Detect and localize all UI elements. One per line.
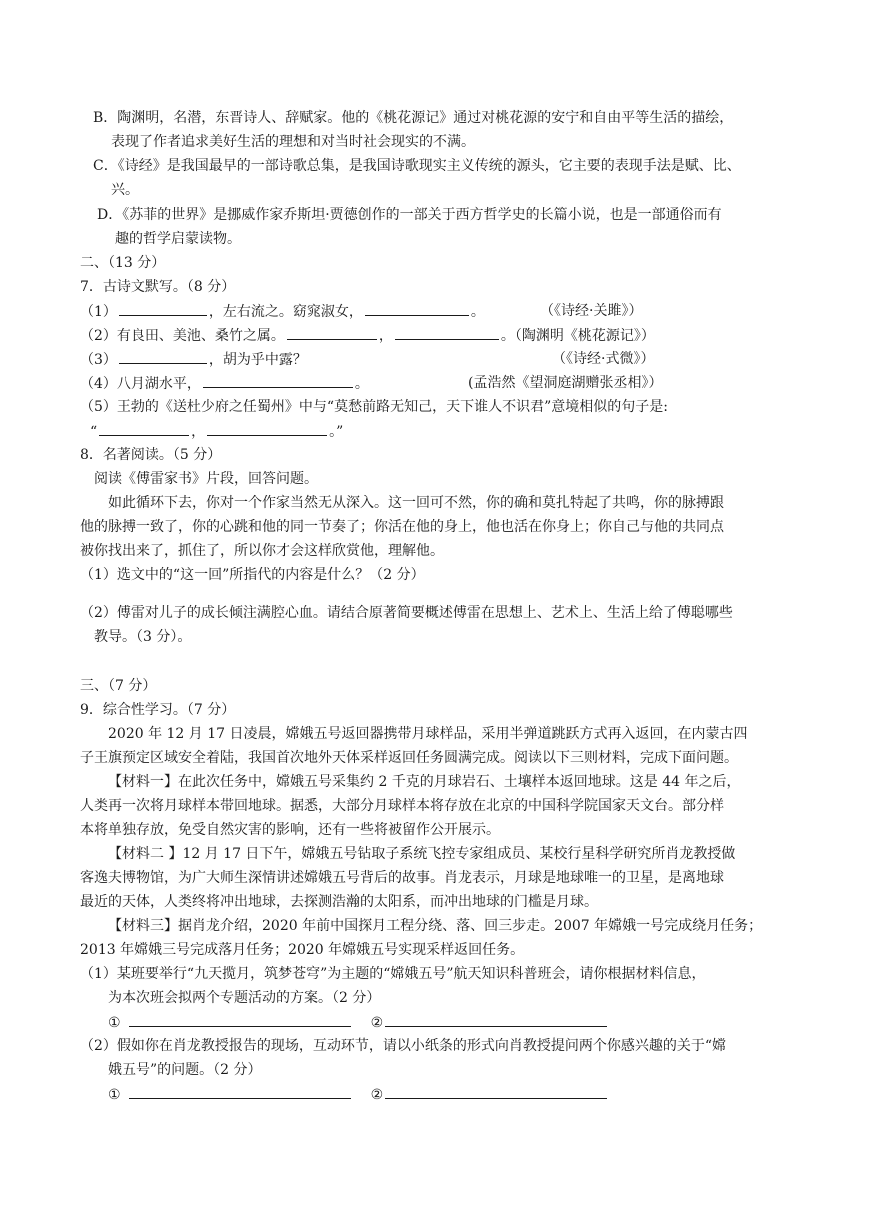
q8-title: 8．名著阅读。（5 分）: [80, 447, 222, 463]
q8-passage-line: 他的脉搏一致了，你的心跳和他的同一节奏了；你活在他的身上，他也活在你身上；你自己与他的共同点: [80, 519, 724, 535]
q9-material1-line: 人类再一次将月球样本带回地球。据悉，大部分月球样本将存放在北京的中国科学院国家天文台。部分样: [80, 798, 724, 814]
option-d-line2: 趣的哲学启蒙读物。: [115, 231, 241, 247]
q7-item2: [80, 325, 655, 345]
q7-item5-line1: （5）王勃的《送杜少府之任蜀州》中与“莫愁前路无知己，天下谁人不识君”意境相似的句子是:: [80, 399, 668, 415]
q7-item1-num: （1）: [80, 304, 117, 320]
q9-material2-line: 客逸夫博物馆，为广大师生深情讲述嫦娥五号背后的故事。肖龙表示，月球是地球唯一的卫星，是离地球: [80, 870, 724, 886]
q9-material1-line: 本将单独存放，免受自然灾害的影响，还有一些将被留作公开展示。: [80, 822, 500, 838]
q8-intro: 阅读《傅雷家书》片段，回答问题。: [94, 471, 318, 487]
answer-mark-2: ②: [370, 1087, 384, 1103]
q7-item1-blank-b[interactable]: [365, 301, 469, 316]
q7-item1: [80, 301, 485, 321]
q9-sub1-answers: [108, 1012, 609, 1032]
q9-sub1-line2: 为本次班会拟两个专题活动的方案。（2 分）: [108, 990, 381, 1006]
q7-item3-text-a: ，胡为乎中露？: [208, 352, 307, 368]
q7-item4-num: （4）八月湖水平，: [80, 376, 201, 392]
q9-sub1-line1: （1）某班要举行“九天揽月，筑梦苍穹”为主题的“嫦娥五号”航天知识科普班会，请你根据材料信息，: [80, 966, 706, 982]
q9-sub2-line1: （2）假如你在肖龙教授报告的现场，互动环节，请以小纸条的形式向肖教授提问两个你感兴趣的关于“嫦: [80, 1038, 727, 1054]
q7-item1-blank-a[interactable]: [119, 301, 207, 316]
q7-item2-num: （2）有良田、美池、桑竹之属。: [80, 328, 285, 344]
option-c-line1: C．《诗经》是我国最早的一部诗歌总集，是我国诗歌现实主义传统的源头，它主要的表现手法是赋、比、: [93, 158, 741, 174]
answer-mark-1: ①: [108, 1015, 121, 1031]
option-b-line1: B．陶渊明，名潜，东晋诗人、辞赋家。他的《桃花源记》通过对桃花源的安宁和自由平等生活的描绘，: [93, 110, 734, 126]
q7-item5-line2: [90, 421, 343, 441]
q9-sub2-answer-blank-2[interactable]: [385, 1084, 607, 1099]
q7-title: 7．古诗文默写。（8 分）: [80, 279, 236, 295]
section-three-heading: 三、（7 分）: [80, 678, 157, 694]
q7-item5-blank-a[interactable]: [99, 421, 189, 436]
option-c-line2: 兴。: [111, 182, 139, 198]
q7-item1-source: （《诗经·关雎》）: [540, 303, 643, 319]
q7-item2-text-b: 。（陶渊明《桃花源记》）: [500, 328, 655, 344]
section-two-heading: 二、（13 分）: [80, 255, 166, 271]
q9-material3-line: 2013 年嫦娥三号完成落月任务；2020 年嫦娥五号实现采样返回任务。: [80, 942, 525, 958]
q7-item3-source: （《诗经·式微》）: [552, 351, 655, 367]
q9-material2-line: 最近的天体，人类终将冲出地球，去探测浩瀚的太阳系，而冲出地球的门槛是月球。: [80, 894, 598, 910]
q9-intro-line: 子王旗预定区域安全着陆，我国首次地外天体采样返回任务圆满完成。阅读以下三则材料，完成下面问题。: [80, 750, 738, 766]
option-d-line1: D．《苏菲的世界》是挪威作家乔斯坦·贾德创作的一部关于西方哲学史的长篇小说，也是一部通俗而有: [97, 207, 722, 223]
q7-item3-num: （3）: [80, 352, 117, 368]
q7-item2-blank-b[interactable]: [395, 325, 499, 340]
answer-mark-2: ②: [370, 1015, 384, 1031]
q7-item1-text-b: 。: [470, 304, 485, 320]
q7-item5-open-quote: “: [90, 424, 98, 440]
q9-intro-line: 2020 年 12 月 17 日凌晨，嫦娥五号返回器携带月球样品，采用半弹道跳跃方式再入返回，在内蒙古四: [108, 726, 748, 742]
q9-sub1-answer-blank-2[interactable]: [385, 1012, 607, 1027]
q7-item4: [80, 373, 369, 393]
q9-sub2-answer-blank-1[interactable]: [129, 1084, 351, 1099]
q9-sub1-answer-blank-1[interactable]: [129, 1012, 351, 1027]
option-b-line2: 表现了作者追求美好生活的理想和对当时社会现实的不满。: [111, 134, 475, 150]
q7-item1-text-a: ，左右流之。窈窕淑女，: [208, 304, 363, 320]
q9-sub2-answers: [108, 1084, 609, 1104]
q7-item5-blank-b[interactable]: [207, 421, 327, 436]
q7-item3: [80, 349, 307, 369]
q9-sub2-line2: 娥五号”的问题。（2 分）: [108, 1062, 262, 1078]
q8-passage-line: 被你找出来了，抓住了，所以你才会这样欣赏他，理解他。: [80, 543, 444, 559]
q7-item4-blank-a[interactable]: [203, 373, 353, 388]
q8-sub2-line1: （2）傅雷对儿子的成长倾注满腔心血。请结合原著简要概述傅雷在思想上、艺术上、生活上给了傅聪哪些: [80, 605, 733, 621]
q7-item5-close-quote: 。”: [329, 424, 344, 440]
q7-item2-blank-a[interactable]: [287, 325, 377, 340]
q7-item5-comma: ，: [191, 424, 206, 440]
q7-item3-blank-a[interactable]: [119, 349, 207, 364]
q8-sub2-line2: 教导。（3 分）。: [94, 629, 192, 645]
answer-mark-1: ①: [108, 1087, 121, 1103]
q8-passage-line: 如此循环下去，你对一个作家当然无从深入。这一回可不然，你的确和莫扎特起了共鸣，你的脉搏跟: [108, 495, 724, 511]
q9-material2-line: 【材料二 】12 月 17 日下午，嫦娥五号钻取子系统飞控专家组成员、某校行星科学研究所肖龙教授做: [108, 846, 736, 862]
q7-item4-text-a: 。: [354, 376, 369, 392]
q9-title: 9．综合性学习。（7 分）: [80, 702, 236, 718]
q8-sub1: （1）选文中的“这一回”所指代的内容是什么？（2 分）: [80, 567, 425, 583]
q7-item2-text-a: ，: [378, 328, 393, 344]
q7-item4-source: (孟浩然《望洞庭湖赠张丞相》）: [468, 375, 663, 391]
q9-material3-line: 【材料三】据肖龙介绍，2020 年前中国探月工程分绕、落、回三步走。2007 年嫦娥一号完成绕月任务；: [108, 918, 763, 934]
q9-material1-line: 【材料一】在此次任务中，嫦娥五号采集约 2 千克的月球岩石、土壤样本返回地球。这是 44 年之后，: [108, 774, 741, 790]
